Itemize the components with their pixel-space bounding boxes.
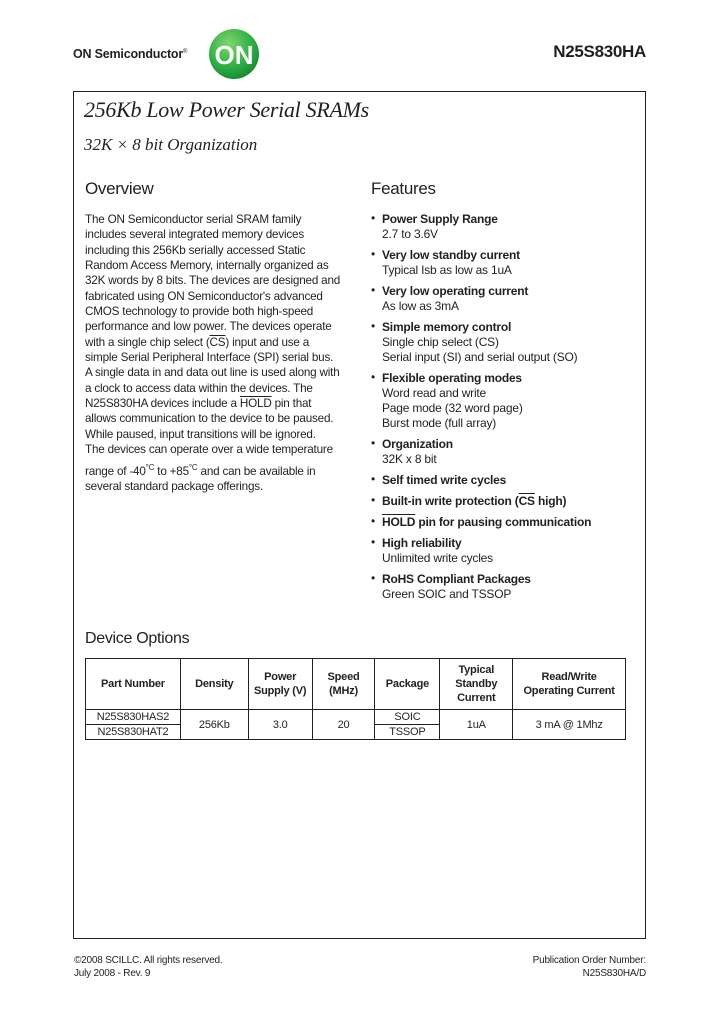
overview-line: including this 256Kb serially accessed Static (85, 243, 306, 257)
date-revision: July 2008 - Rev. 9 (74, 968, 151, 979)
feature-item (371, 472, 641, 488)
feature-detail: Burst mode (full array) (382, 416, 497, 430)
feature-title-fragment: high) (534, 494, 567, 508)
column-header-line: Supply (V) (253, 685, 307, 697)
cell-part-number: N25S830HAS2 (86, 710, 181, 725)
hold-signal: HOLD (239, 397, 272, 411)
column-header-package (375, 659, 440, 710)
overview-text-fragment: and can be available in (197, 464, 316, 478)
overview-text-fragment: N25S830HA devices include a (85, 397, 240, 411)
column-header-line: Power (264, 671, 297, 683)
column-header-line: Part Number (101, 678, 165, 690)
feature-detail: 2.7 to 3.6V (382, 227, 438, 241)
overview-line: several standard package offerings. (85, 479, 263, 493)
feature-detail: Unlimited write cycles (382, 551, 493, 565)
cell-standby-current: 1uA (440, 710, 513, 740)
cell-power-supply: 3.0 (248, 710, 312, 740)
publication-order-number: N25S830HA/D (582, 968, 646, 979)
feature-detail: Word read and write (382, 386, 487, 400)
feature-title: • Simple memory control (382, 320, 512, 334)
feature-detail: Page mode (32 word page) (382, 401, 523, 415)
cell-part-number: N25S830HAT2 (86, 725, 181, 740)
degree-unit: °C (145, 462, 155, 472)
features-list (371, 211, 641, 607)
overview-line: CMOS technology to provide both high-speed (85, 305, 314, 319)
footer-right (533, 954, 646, 980)
feature-title (382, 493, 641, 509)
column-header-line: Speed (327, 671, 360, 683)
overview-line: The ON Semiconductor serial SRAM family (85, 213, 302, 226)
overview-heading: Overview (85, 179, 154, 198)
feature-item (371, 571, 641, 602)
column-header-part-number (86, 659, 181, 710)
feature-title: • Flexible operating modes (382, 371, 522, 385)
overview-text-fragment: to +85 (154, 464, 189, 478)
feature-title-fragment: Built-in write protection ( (382, 494, 519, 508)
column-header-line: Read/Write (541, 671, 597, 683)
logo-text: ON (214, 40, 254, 70)
feature-title: • Very low standby current (382, 248, 520, 262)
chip-select-signal: $\overline{CS}$ (518, 494, 535, 508)
copyright-text: ©2008 SCILLC. All rights reserved. (74, 955, 223, 966)
overview-line: A single data in and data out line is used along with (85, 366, 340, 380)
feature-item (371, 319, 641, 365)
feature-detail: As low as 3mA (382, 299, 459, 313)
table-header-row (86, 659, 626, 710)
overview-line: The devices can operate over a wide temperature (85, 443, 333, 457)
registered-mark: ® (183, 49, 188, 55)
feature-item (371, 247, 641, 278)
column-header-line: (MHz) (329, 685, 358, 697)
feature-item (371, 493, 641, 509)
feature-detail: Typical Isb as low as 1uA (382, 263, 512, 277)
feature-title (382, 514, 641, 530)
overview-line-cs (85, 335, 363, 350)
overview-line-hold (85, 396, 363, 411)
feature-item (371, 535, 641, 566)
column-header-line: Operating Current (523, 685, 615, 697)
overview-line: allows communication to the device to be paused. (85, 412, 334, 426)
column-header-line: Standby (455, 678, 498, 690)
overview-text-fragment: pin that (271, 397, 312, 411)
cell-package: TSSOP (375, 725, 440, 740)
publication-order-label: Publication Order Number: (532, 955, 646, 966)
company-name (73, 47, 187, 61)
column-header-power-supply (248, 659, 312, 710)
feature-title: • RoHS Compliant Packages (382, 572, 531, 586)
column-header-speed (312, 659, 375, 710)
overview-line: fabricated using ON Semiconductor's advanced (85, 289, 323, 303)
feature-title: • Self timed write cycles (382, 473, 507, 487)
chip-select-signal: $\overline{CS}$ (209, 335, 226, 349)
overview-line: While paused, input transitions will be ignored. (85, 427, 316, 441)
device-options-heading: Device Options (85, 630, 190, 647)
feature-item (371, 283, 641, 314)
overview-text-fragment: range of -40 (85, 464, 146, 478)
overview-line-temperature (85, 460, 363, 479)
feature-title: • Organization (382, 437, 453, 451)
device-options-table (85, 658, 626, 740)
feature-title: • Power Supply Range (382, 212, 498, 226)
overview-line: simple Serial Peripheral Interface (SPI) serial bus. (85, 351, 334, 365)
column-header-line: Current (457, 692, 496, 704)
column-header-line: Package (385, 678, 430, 690)
feature-detail: Green SOIC and TSSOP (382, 587, 512, 601)
feature-item (371, 370, 641, 431)
footer-left (74, 954, 222, 980)
overview-line: includes several integrated memory devices (85, 228, 304, 242)
table-row (86, 710, 626, 725)
degree-unit: °C (188, 462, 198, 472)
feature-title-fragment: pin for pausing communication (415, 515, 592, 529)
company-name-text: ON Semiconductor (73, 47, 184, 61)
overview-text-fragment: with a single chip select ( (85, 335, 210, 349)
overview-text-fragment: ) input and use a (225, 335, 310, 349)
feature-title: • High reliability (382, 536, 462, 550)
header-part-number: N25S830HA (553, 42, 646, 61)
on-semiconductor-logo (208, 28, 260, 80)
cell-package: SOIC (375, 710, 440, 725)
overview-line: performance and low power. The devices operate (85, 320, 332, 334)
hold-signal: HOLD (382, 515, 416, 529)
overview-line: Random Access Memory, internally organized as (85, 259, 329, 273)
feature-detail: 32K x 8 bit (382, 452, 437, 466)
column-header-standby-current (440, 659, 513, 710)
column-header-operating-current (513, 659, 626, 710)
overview-paragraph (85, 212, 363, 494)
feature-item (371, 436, 641, 467)
cell-density: 256Kb (180, 710, 248, 740)
feature-detail: Serial input (SI) and serial output (SO) (382, 350, 578, 364)
feature-item (371, 514, 641, 530)
cell-operating-current: 3 mA @ 1Mhz (513, 710, 626, 740)
cell-speed: 20 (312, 710, 375, 740)
overview-line: 32K words by 8 bits. The devices are designed and (85, 274, 341, 288)
feature-detail: Single chip select (CS) (382, 335, 499, 349)
overview-line: a clock to access data within the devices. The (85, 381, 313, 395)
column-header-density (180, 659, 248, 710)
document-title: 256Kb Low Power Serial SRAMs (84, 97, 369, 122)
features-heading: Features (371, 179, 436, 198)
column-header-line: Density (195, 678, 234, 690)
feature-item (371, 211, 641, 242)
feature-title: • Very low operating current (382, 284, 529, 298)
document-subtitle: 32K × 8 bit Organization (84, 135, 258, 154)
column-header-line: Typical (458, 664, 495, 676)
